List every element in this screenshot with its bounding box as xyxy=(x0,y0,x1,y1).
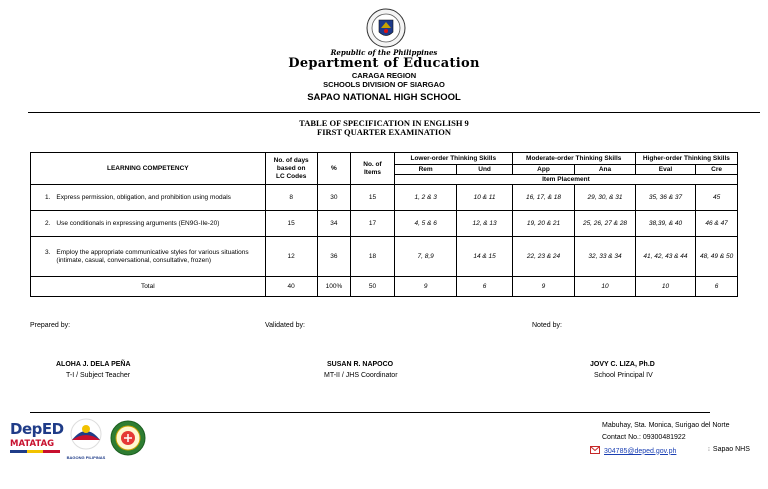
prepared-role: T-I / Subject Teacher xyxy=(66,372,131,379)
total-cre: 6 xyxy=(696,277,738,297)
days-cell: 12 xyxy=(265,237,317,277)
ana-cell: 32, 33 & 34 xyxy=(575,237,635,277)
department-title: Department of Education xyxy=(288,56,480,71)
header-days-line1: No. of days xyxy=(273,156,309,164)
header-cre: Cre xyxy=(696,165,738,175)
facebook-page-text[interactable]: Sapao NHS xyxy=(712,446,750,453)
deped-matatag-logo xyxy=(10,420,62,462)
eval-cell: 41, 42, 43 & 44 xyxy=(635,237,695,277)
deped-logo-text: DepED xyxy=(10,420,64,438)
percent-cell: 34 xyxy=(317,211,350,237)
facebook-row xyxy=(708,446,750,453)
row-number: 2. xyxy=(45,219,51,227)
contact-number: Contact No.: 09300481922 xyxy=(602,434,686,441)
validated-by-label: Validated by: xyxy=(265,322,305,329)
total-days: 40 xyxy=(265,277,317,297)
rem-cell: 1, 2 & 3 xyxy=(394,185,457,211)
total-percent: 100% xyxy=(317,277,350,297)
days-cell: 8 xyxy=(265,185,317,211)
percent-cell: 36 xyxy=(317,237,350,277)
total-items: 50 xyxy=(351,277,395,297)
items-cell: 17 xyxy=(351,211,395,237)
header-divider xyxy=(28,112,760,113)
matatag-text: MATATAG xyxy=(10,439,55,449)
footer-divider xyxy=(30,412,710,413)
items-cell: 18 xyxy=(351,237,395,277)
noted-role: School Principal IV xyxy=(594,372,653,379)
und-cell: 14 & 15 xyxy=(457,237,512,277)
eval-cell: 38,39, & 40 xyxy=(635,211,695,237)
table-row xyxy=(31,237,738,277)
app-cell: 16, 17, & 18 xyxy=(512,185,575,211)
table-row xyxy=(31,185,738,211)
header-higher-order: Higher-order Thinking Skills xyxy=(635,153,737,165)
cre-cell: 45 xyxy=(696,185,738,211)
school-address: Mabuhay, Sta. Monica, Surigao del Norte xyxy=(602,422,730,429)
row-number: 1. xyxy=(45,193,51,201)
tos-title: TABLE OF SPECIFICATION IN ENGLISH 9 xyxy=(299,118,469,128)
header-days-line3: LC Codes xyxy=(276,172,307,180)
region-text: CARAGA REGION xyxy=(351,71,417,80)
ana-cell: 29, 30, & 31 xyxy=(575,185,635,211)
header-no-of-items xyxy=(351,153,395,185)
ana-cell: 25, 26, 27 & 28 xyxy=(575,211,635,237)
competency-text: Use conditionals in expressing arguments (EN9G-IIe-20) xyxy=(56,219,220,227)
table-row xyxy=(31,211,738,237)
cre-cell: 46 & 47 xyxy=(696,211,738,237)
matatag-stripe xyxy=(10,450,60,453)
header-no-of-days xyxy=(265,153,317,185)
header-rem: Rem xyxy=(394,165,457,175)
school-seal-icon xyxy=(110,420,146,456)
header-item-placement: Item Placement xyxy=(394,175,737,185)
total-und: 6 xyxy=(457,277,512,297)
republic-text: Republic of the Philippines xyxy=(330,48,438,57)
competency-cell xyxy=(31,237,266,277)
validated-name: SUSAN R. NAPOCO xyxy=(327,361,394,368)
validated-role: MT-II / JHS Coordinator xyxy=(324,372,398,379)
mail-icon xyxy=(590,446,600,456)
header-items-line1: No. of xyxy=(363,160,382,168)
total-ana: 10 xyxy=(575,277,635,297)
email-row xyxy=(590,446,676,456)
header-days-line2: based on xyxy=(276,164,306,172)
competency-text: Employ the appropriate communicative styles for various situations (intimate, casual, conversational, consultative, frozen) xyxy=(56,248,249,264)
header-learning-competency: LEARNING COMPETENCY xyxy=(31,153,266,185)
facebook-icon: ⁝ xyxy=(708,447,710,453)
total-label: Total xyxy=(31,277,266,297)
bagong-pilipinas-text: BAGONG PILIPINAS xyxy=(66,455,106,460)
rem-cell: 7, 8,9 xyxy=(394,237,457,277)
header-items-line2: Items xyxy=(363,168,381,176)
total-eval: 10 xyxy=(635,277,695,297)
competency-cell xyxy=(31,211,266,237)
cre-cell: 48, 49 & 50 xyxy=(696,237,738,277)
app-cell: 19, 20 & 21 xyxy=(512,211,575,237)
days-cell: 15 xyxy=(265,211,317,237)
header-moderate-order: Moderate-order Thinking Skills xyxy=(512,153,635,165)
school-name: SAPAO NATIONAL HIGH SCHOOL xyxy=(307,92,461,103)
eval-cell: 35, 36 & 37 xyxy=(635,185,695,211)
competency-text: Express permission, obligation, and prohibition using modals xyxy=(56,193,231,201)
header-eval: Eval xyxy=(635,165,695,175)
tos-subtitle: FIRST QUARTER EXAMINATION xyxy=(317,127,451,137)
items-cell: 15 xyxy=(351,185,395,211)
deped-seal-icon xyxy=(366,8,406,48)
competency-cell xyxy=(31,185,266,211)
prepared-name: ALOHA J. DELA PEÑA xyxy=(56,361,131,368)
bagong-pilipinas-logo xyxy=(66,418,106,460)
app-cell: 22, 23 & 24 xyxy=(512,237,575,277)
prepared-by-label: Prepared by: xyxy=(30,322,71,329)
row-number: 3. xyxy=(45,248,51,256)
total-app: 9 xyxy=(512,277,575,297)
header-percent: % xyxy=(317,153,350,185)
noted-by-label: Noted by: xyxy=(532,322,562,329)
total-rem: 9 xyxy=(394,277,457,297)
tos-table xyxy=(30,152,738,297)
email-link[interactable]: 304785@deped.gov.ph xyxy=(604,447,677,455)
total-row xyxy=(31,277,738,297)
percent-cell: 30 xyxy=(317,185,350,211)
header-und: Und xyxy=(457,165,512,175)
header-ana: Ana xyxy=(575,165,635,175)
noted-name: JOVY C. LIZA, Ph.D xyxy=(590,361,655,368)
rem-cell: 4, 5 & 6 xyxy=(394,211,457,237)
und-cell: 10 & 11 xyxy=(457,185,512,211)
division-text: SCHOOLS DIVISION OF SIARGAO xyxy=(323,80,445,89)
bagong-pilipinas-icon xyxy=(66,418,106,450)
und-cell: 12, & 13 xyxy=(457,211,512,237)
header-lower-order: Lower-order Thinking Skills xyxy=(394,153,512,165)
header-app: App xyxy=(512,165,575,175)
